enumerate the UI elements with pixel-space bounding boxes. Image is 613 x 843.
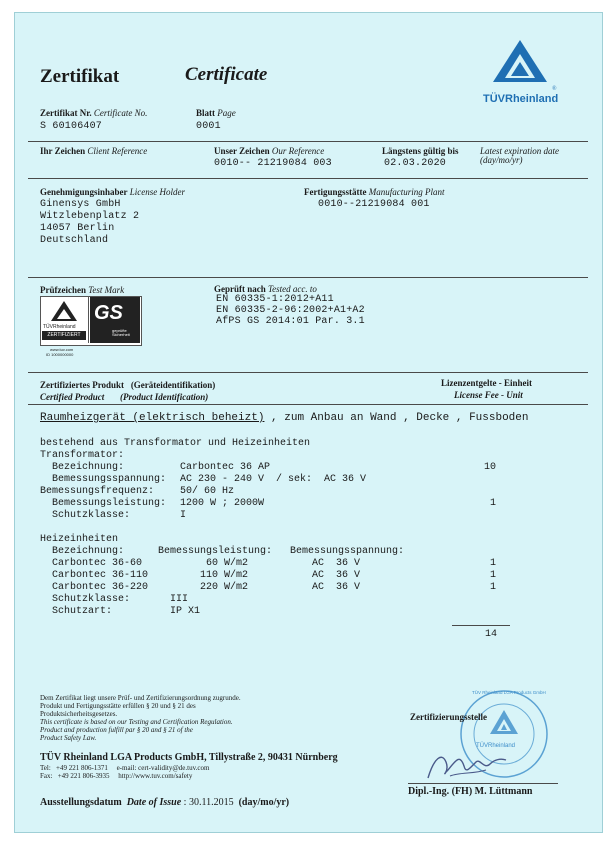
spec-label: Bezeichnung: <box>40 462 125 473</box>
certification-body: Zertifizierungsstelle <box>410 712 487 722</box>
product-title-main: Raumheizgerät (elektrisch beheizt) <box>40 412 265 424</box>
divider <box>28 277 588 278</box>
spec-value: AC 230 - 240 V / sek: AC 36 V <box>180 474 367 485</box>
company-fax: Fax: +49 221 806-3935 http://www.tuv.com/safety <box>40 772 193 780</box>
schutzklasse-label: Schutzklasse: <box>40 594 131 605</box>
holder-line: Deutschland <box>40 235 109 246</box>
tuv-reg-mark: ® <box>552 86 557 92</box>
seal-text: TÜV Rheinland LGA Products GmbH <box>472 690 546 695</box>
issue-date: Ausstellungsdatum Date of Issue : 30.11.2015 (day/mo/yr) <box>40 797 290 808</box>
schutzart-value: IP X1 <box>170 606 201 617</box>
hu-name: Carbontec 36-110 <box>40 570 149 581</box>
hu-fee: 1 <box>490 582 497 593</box>
client-ref-label: Ihr Zeichen Client Reference <box>40 146 148 156</box>
spec-label: Schutzklasse: <box>40 510 131 521</box>
tuv-logo-icon <box>485 38 555 94</box>
schutzklasse-value: III <box>170 594 189 605</box>
plant-value: 0010--21219084 001 <box>318 199 430 210</box>
hu-power: 110 W/m2 <box>199 570 248 581</box>
title-de: Zertifikat <box>40 66 120 87</box>
hu-name: Carbontec 36-220 <box>40 582 149 593</box>
spec-label: Bemessungsfrequenz: <box>40 486 155 497</box>
legal-line: Produktsicherheitsgesetzes. <box>40 710 118 718</box>
hu-fee: 1 <box>490 570 497 581</box>
divider <box>28 178 588 179</box>
transformer-heading: Transformator: <box>40 450 125 461</box>
legal-line: Product Safety Law. <box>40 734 97 742</box>
consisting-line: bestehend aus Transformator und Heizeinheiten <box>40 438 311 449</box>
test-mark-label: Prüfzeichen Test Mark <box>40 285 125 295</box>
holder-label: Genehmigungsinhaber License Holder <box>40 187 186 197</box>
holder-line: Witzlebenplatz 2 <box>40 211 140 222</box>
hu-power: 60 W/m2 <box>205 558 248 569</box>
plant-label: Fertigungsstätte Manufacturing Plant <box>304 187 445 197</box>
mark-url: www.tuv.com <box>50 347 74 352</box>
legal-line: Product and production fulfill par § 20 and § 21 of the <box>40 726 193 734</box>
signer-name: Dipl.-Ing. (FH) M. Lüttmann <box>408 786 533 797</box>
page-label: Blatt Page <box>196 108 236 118</box>
hu-voltage: AC 36 V <box>312 582 361 593</box>
standard-item: AfPS GS 2014:01 Par. 3.1 <box>216 316 365 327</box>
gs-mark <box>90 297 140 343</box>
cert-no-label: Zertifikat Nr. Certificate No. <box>40 108 148 118</box>
spec-fee: 10 <box>484 462 497 473</box>
product-title-rest: , zum Anbau an Wand , Decke , Fussboden <box>271 412 529 424</box>
cert-no-value: S 60106407 <box>40 121 103 132</box>
standards-list <box>216 294 365 327</box>
signature-icon <box>420 748 510 784</box>
signature-rule <box>408 783 558 784</box>
tuv-mark-text: TÜVRheinland <box>43 324 76 330</box>
tuv-mark <box>41 297 89 343</box>
spec-label: Bemessungsleistung: <box>40 498 167 509</box>
holder-line: Ginensys GmbH <box>40 199 121 210</box>
title-en: Certificate <box>185 64 268 85</box>
fee-label-en: License Fee - Unit <box>454 390 523 400</box>
hu-head-name: Bezeichnung: <box>40 546 125 557</box>
legal-text <box>40 694 241 742</box>
hu-voltage: AC 36 V <box>312 558 361 569</box>
spec-value: I <box>180 510 187 521</box>
hu-name: Carbontec 36-60 <box>40 558 143 569</box>
total-rule <box>452 625 510 626</box>
hu-head-power: Bemessungsleistung: <box>158 546 273 557</box>
standard-item: EN 60335-2-96:2002+A1+A2 <box>216 305 365 316</box>
our-ref-value: 0010-- 21219084 003 <box>214 158 332 169</box>
valid-value: 02.03.2020 <box>384 158 447 169</box>
legal-line: Produkt und Fertigungsstätte erfüllen § 20 und § 21 des <box>40 702 196 710</box>
spec-fee: 1 <box>490 498 497 509</box>
tuv-mark-icon <box>41 297 88 327</box>
spec-value: 50/ 60 Hz <box>180 486 235 497</box>
valid-format: (day/mo/yr) <box>480 155 523 165</box>
divider <box>28 372 588 373</box>
valid-label-de: Längstens gültig bis <box>382 146 459 156</box>
fee-total: 14 <box>485 629 498 640</box>
standard-item: EN 60335-1:2012+A11 <box>216 294 334 305</box>
our-ref-label: Unser Zeichen Our Reference <box>214 146 325 156</box>
fee-label-de: Lizenzentgelte - Einheit <box>441 378 532 388</box>
tuv-brand-text: TÜVRheinland <box>483 93 559 105</box>
holder-line: 14057 Berlin <box>40 223 115 234</box>
company-tel: Tel: +49 221 806-1371 e-mail: cert-validity@de.tuv.com <box>40 764 210 772</box>
tested-label: Geprüft nach Tested acc. to <box>214 284 317 294</box>
spec-value: Carbontec 36 AP <box>180 462 271 473</box>
certified-product-label-en: Certified Product (Product Identification) <box>40 392 209 402</box>
gs-mark-icon: GS <box>94 302 123 324</box>
spec-value: 1200 W ; 2000W <box>180 498 265 509</box>
legal-line: Dem Zertifikat liegt unsere Prüf- und Zertifizierungsordnung zugrunde. <box>40 694 241 702</box>
hu-fee: 1 <box>490 558 497 569</box>
hu-head-voltage: Bemessungsspannung: <box>290 546 405 557</box>
heating-units-heading: Heizeinheiten <box>40 534 119 545</box>
mark-id: ID 1000000000 <box>46 352 74 357</box>
divider <box>28 404 588 405</box>
gs-mark-text: geprüfte Sicherheit <box>112 328 130 337</box>
legal-line: This certificate is based on our Testing and Certification Regulation. <box>40 718 233 726</box>
company-address: TÜV Rheinland LGA Products GmbH, Tillystraße 2, 90431 Nürnberg <box>40 752 338 763</box>
certified-product-label: Zertifiziertes Produkt (Geräteidentifikation) <box>40 380 216 390</box>
tuv-mark-banner: ZERTIFIZIERT <box>42 331 86 340</box>
holder-address <box>40 199 139 247</box>
spec-label: Bemessungsspannung: <box>40 474 167 485</box>
schutzart-label: Schutzart: <box>40 606 113 617</box>
hu-voltage: AC 36 V <box>312 570 361 581</box>
hu-power: 220 W/m2 <box>199 582 248 593</box>
page-value: 0001 <box>196 121 221 132</box>
product-title <box>40 412 529 424</box>
divider <box>28 141 588 142</box>
seal-brand: TÜVRheinland <box>476 743 516 749</box>
valid-label-en: Latest expiration date <box>480 146 559 156</box>
